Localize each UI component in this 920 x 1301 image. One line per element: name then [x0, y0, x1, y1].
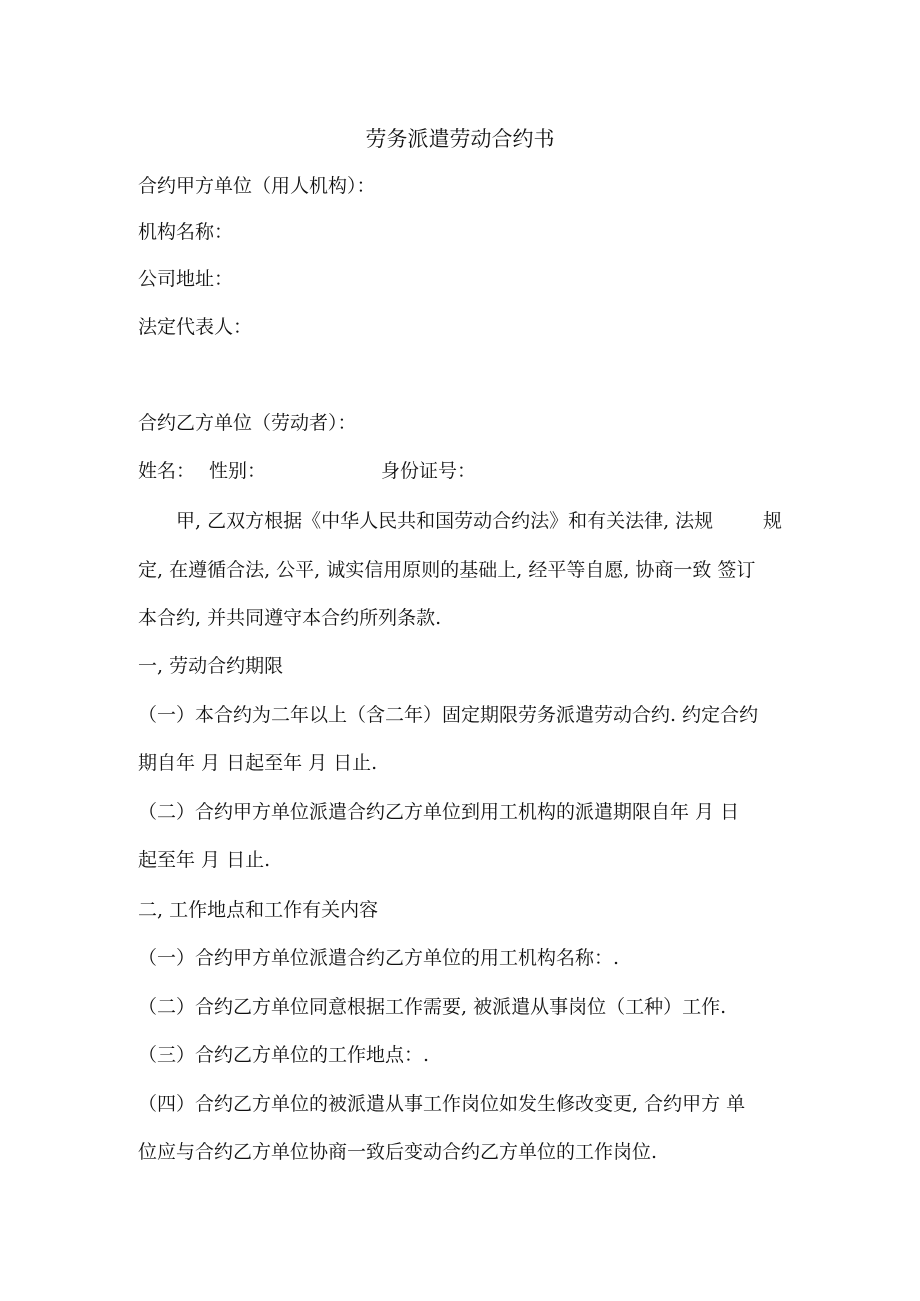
party-b-gender-label: 性别： — [209, 460, 267, 482]
section-1-item-1-line-1: （一）本合约为二年以上（含二年）固定期限劳务派遣劳动合约. 约定合约 — [138, 704, 759, 726]
section-1-item-1-line-2: 期自年 月 日起至年 月 日止. — [138, 752, 378, 774]
section-2-item-4-line-1: （四）合约乙方单位的被派遣从事工作岗位如发生修改变更, 合约甲方 单 — [138, 1093, 746, 1115]
party-b-id-label: 身份证号： — [381, 460, 477, 482]
party-a-address-label: 公司地址： — [138, 268, 234, 290]
section-2-item-4-line-2: 位应与合约乙方单位协商一致后变动合约乙方单位的工作岗位. — [138, 1141, 658, 1163]
party-b-heading: 合约乙方单位（劳动者）： — [138, 412, 357, 434]
preamble-line-2: 定, 在遵循合法, 公平, 诚实信用原则的基础上, 经平等自愿, 协商一致 签订 — [138, 559, 756, 581]
section-2-item-1: （一）合约甲方单位派遣合约乙方单位的用工机构名称：. — [138, 947, 620, 969]
section-1-heading: 一, 劳动合约期限 — [138, 655, 284, 677]
section-2-item-2: （二）合约乙方单位同意根据工作需要, 被派遣从事岗位（工种）工作. — [138, 996, 727, 1018]
section-2-item-3: （三）合约乙方单位的工作地点：. — [138, 1044, 430, 1066]
preamble-line-1: 甲, 乙双方根据《中华人民共和国劳动合约法》和有关法律, 法规 — [176, 510, 714, 532]
party-b-name-label: 姓名： — [138, 460, 196, 482]
section-2-heading: 二, 工作地点和工作有关内容 — [138, 899, 379, 921]
party-a-name-label: 机构名称： — [138, 221, 234, 243]
section-1-item-2-line-2: 起至年 月 日止. — [138, 849, 271, 871]
preamble-line-3: 本合约, 并共同遵守本合约所列条款. — [138, 607, 442, 629]
party-a-rep-label: 法定代表人： — [138, 316, 253, 338]
section-1-item-2-line-1: （二）合约甲方单位派遣合约乙方单位到用工机构的派遣期限自年 月 日 — [138, 801, 740, 823]
preamble-line-1-end: 规 — [763, 510, 783, 532]
document-title: 劳务派遣劳动合约书 — [365, 127, 555, 151]
party-a-heading: 合约甲方单位（用人机构）： — [138, 175, 376, 197]
